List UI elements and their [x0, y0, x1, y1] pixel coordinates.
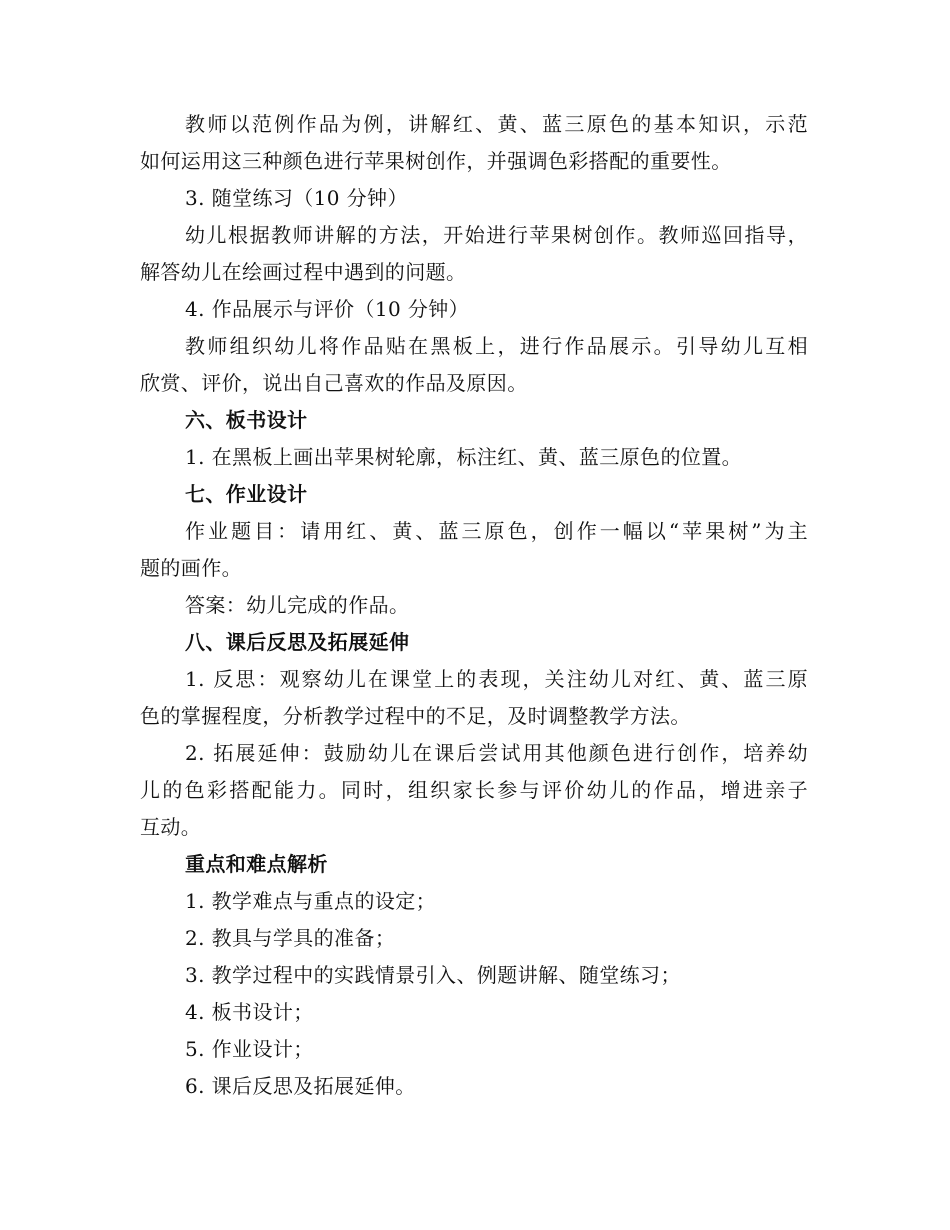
paragraph-line: 答案：幼儿完成的作品。: [185, 593, 410, 617]
list-item-continuation: 互动。: [140, 815, 202, 839]
section-heading: 八、课后反思及拓展延伸: [185, 630, 410, 654]
document-body: [140, 106, 808, 1105]
list-item: 4. 板书设计；: [185, 1000, 314, 1024]
list-item: 5. 作业设计；: [185, 1037, 314, 1061]
paragraph-line: 题的画作。: [140, 556, 242, 580]
paragraph-line: 幼儿根据教师讲解的方法，开始进行苹果树创作。教师巡回指导，: [185, 223, 808, 247]
list-item: 2. 拓展延伸：鼓励幼儿在课后尝试用其他颜色进行创作，培养幼: [185, 741, 808, 765]
list-item: 3. 教学过程中的实践情景引入、例题讲解、随堂练习；: [185, 963, 681, 987]
list-item: 1. 在黑板上画出苹果树轮廓，标注红、黄、蓝三原色的位置。: [185, 445, 743, 469]
step-heading: 4. 作品展示与评价（10 分钟）: [185, 297, 470, 321]
paragraph-line: 解答幼儿在绘画过程中遇到的问题。: [140, 260, 467, 284]
paragraph-line: 教师以范例作品为例，讲解红、黄、蓝三原色的基本知识，示范: [185, 112, 808, 136]
step-heading: 3. 随堂练习（10 分钟）: [185, 186, 408, 210]
list-item: 1. 教学难点与重点的设定；: [185, 889, 437, 913]
paragraph-line: 欣赏、评价，说出自己喜欢的作品及原因。: [140, 371, 528, 395]
paragraph-line: 作业题目：请用红、黄、蓝三原色，创作一幅以“苹果树”为主: [185, 519, 808, 543]
list-item: 2. 教具与学具的准备；: [185, 926, 396, 950]
paragraph-line: 如何运用这三种颜色进行苹果树创作，并强调色彩搭配的重要性。: [140, 149, 732, 173]
paragraph-line: 教师组织幼儿将作品贴在黑板上，进行作品展示。引导幼儿互相: [185, 334, 808, 358]
list-item-continuation: 色的掌握程度，分析教学过程中的不足，及时调整教学方法。: [140, 704, 691, 728]
list-item: 1. 反思：观察幼儿在课堂上的表现，关注幼儿对红、黄、蓝三原: [185, 667, 808, 691]
section-heading: 七、作业设计: [185, 482, 308, 506]
section-heading: 重点和难点解析: [185, 852, 328, 876]
list-item-continuation: 儿的色彩搭配能力。同时，组织家长参与评价幼儿的作品，增进亲子: [140, 778, 808, 802]
section-heading: 六、板书设计: [185, 408, 308, 432]
list-item: 6. 课后反思及拓展延伸。: [185, 1074, 416, 1098]
